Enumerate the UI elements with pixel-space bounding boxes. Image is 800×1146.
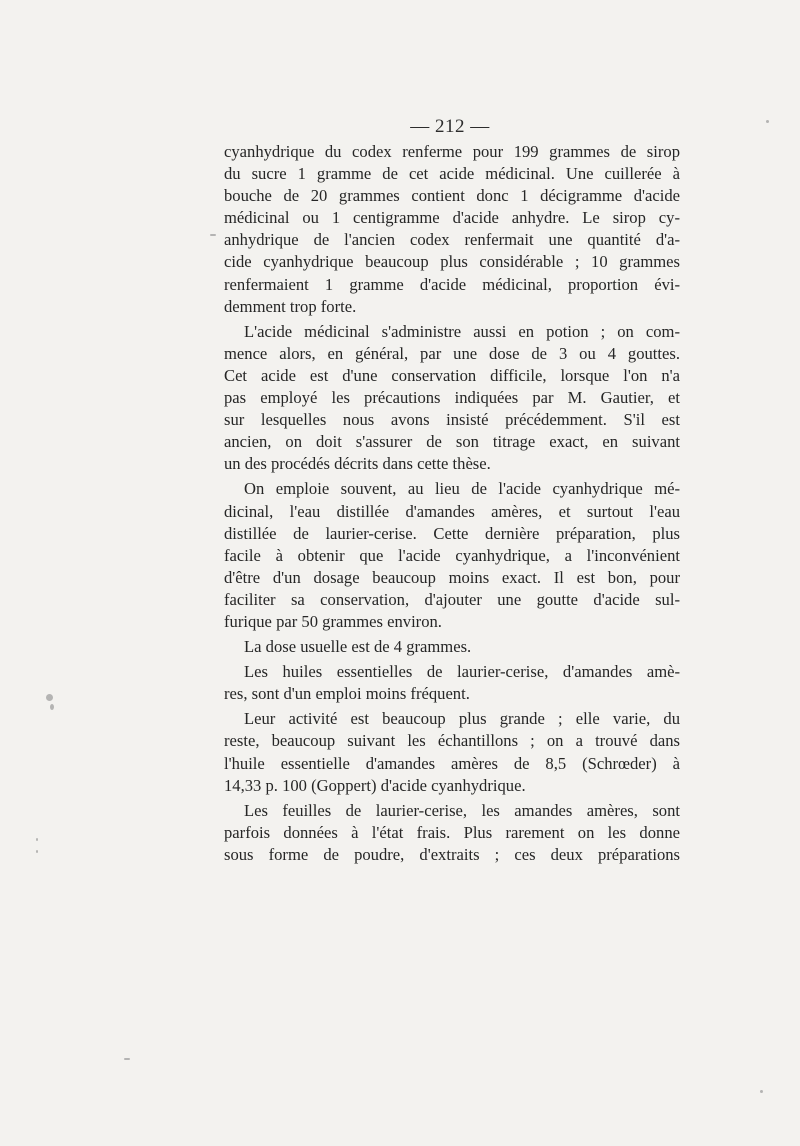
text-line: 14,33 p. 100 (Goppert) d'acide cyanhydrique. <box>224 775 526 795</box>
text-line: On emploie souvent, au lieu de l'acide cyanhydrique mé- <box>244 479 680 499</box>
scan-speck <box>50 704 54 710</box>
text-line: dicinal, l'eau distillée d'amandes amères, et surtout l'eau <box>224 501 680 521</box>
paragraph <box>224 321 680 476</box>
text-line: distillée de laurier-cerise. Cette dernière préparation, plus <box>224 523 680 543</box>
text-line: sous forme de poudre, d'extraits ; ces deux préparations <box>224 844 680 864</box>
text-line: facile à obtenir que l'acide cyanhydrique, a l'inconvénient <box>224 545 680 565</box>
text-line: d'être d'un dosage beaucoup moins exact. Il est bon, pour <box>224 567 680 587</box>
text-line: sur lesquelles nous avons insisté précédemment. S'il est <box>224 410 680 430</box>
text-line: l'huile essentielle d'amandes amères de 8,5 (Schrœder) à <box>224 753 680 773</box>
text-line: renfermaient 1 gramme d'acide médicinal, proportion évi- <box>224 274 680 294</box>
text-line: Leur activité est beaucoup plus grande ; elle varie, du <box>244 709 680 729</box>
paragraph <box>224 661 680 705</box>
text-line: mence alors, en général, par une dose de 3 ou 4 gouttes. <box>224 343 680 363</box>
paragraph <box>224 708 680 796</box>
paragraph <box>224 636 680 658</box>
scan-speck <box>36 850 38 853</box>
text-line: ancien, on doit s'assurer de son titrage exact, en suivant <box>224 432 680 452</box>
text-line: anhydrique de l'ancien codex renfermait une quantité d'a- <box>224 230 680 250</box>
text-line: reste, beaucoup suivant les échantillons ; on a trouvé dans <box>224 731 680 751</box>
text-line: Les huiles essentielles de laurier-cerise, d'amandes amè- <box>244 662 680 682</box>
scan-speck <box>766 120 769 123</box>
text-line: furique par 50 grammes environ. <box>224 611 442 631</box>
scan-speck <box>124 1058 130 1060</box>
text-line: du sucre 1 gramme de cet acide médicinal. Une cuillerée à <box>224 164 680 184</box>
paragraph <box>224 800 680 866</box>
scan-speck <box>210 234 216 236</box>
scan-speck <box>36 838 38 841</box>
text-line: pas employé les précautions indiquées par M. Gautier, et <box>224 388 680 408</box>
scan-speck <box>46 694 53 701</box>
scan-speck <box>760 1090 763 1093</box>
text-line: La dose usuelle est de 4 grammes. <box>244 637 472 657</box>
text-line: un des procédés décrits dans cette thèse. <box>224 454 491 474</box>
body-text <box>224 141 680 866</box>
text-line: L'acide médicinal s'administre aussi en potion ; on com- <box>244 321 680 341</box>
text-line: Cet acide est d'une conservation difficile, lorsque l'on n'a <box>224 365 680 385</box>
text-line: médicinal ou 1 centigramme d'acide anhydre. Le sirop cy- <box>224 208 680 228</box>
text-line: faciliter sa conservation, d'ajouter une goutte d'acide sul- <box>224 589 680 609</box>
text-line: Les feuilles de laurier-cerise, les amandes amères, sont <box>244 800 680 820</box>
paragraph <box>224 478 680 633</box>
text-line: parfois données à l'état frais. Plus rarement on les donne <box>224 822 680 842</box>
text-line: demment trop forte. <box>224 296 357 316</box>
text-line: cyanhydrique du codex renferme pour 199 grammes de sirop <box>224 142 680 161</box>
text-line: cide cyanhydrique beaucoup plus considérable ; 10 grammes <box>224 252 680 272</box>
text-line: bouche de 20 grammes contient donc 1 décigramme d'acide <box>224 186 680 206</box>
page-number: — 212 — <box>410 116 490 137</box>
paragraph <box>224 141 680 318</box>
text-line: res, sont d'un emploi moins fréquent. <box>224 684 470 704</box>
